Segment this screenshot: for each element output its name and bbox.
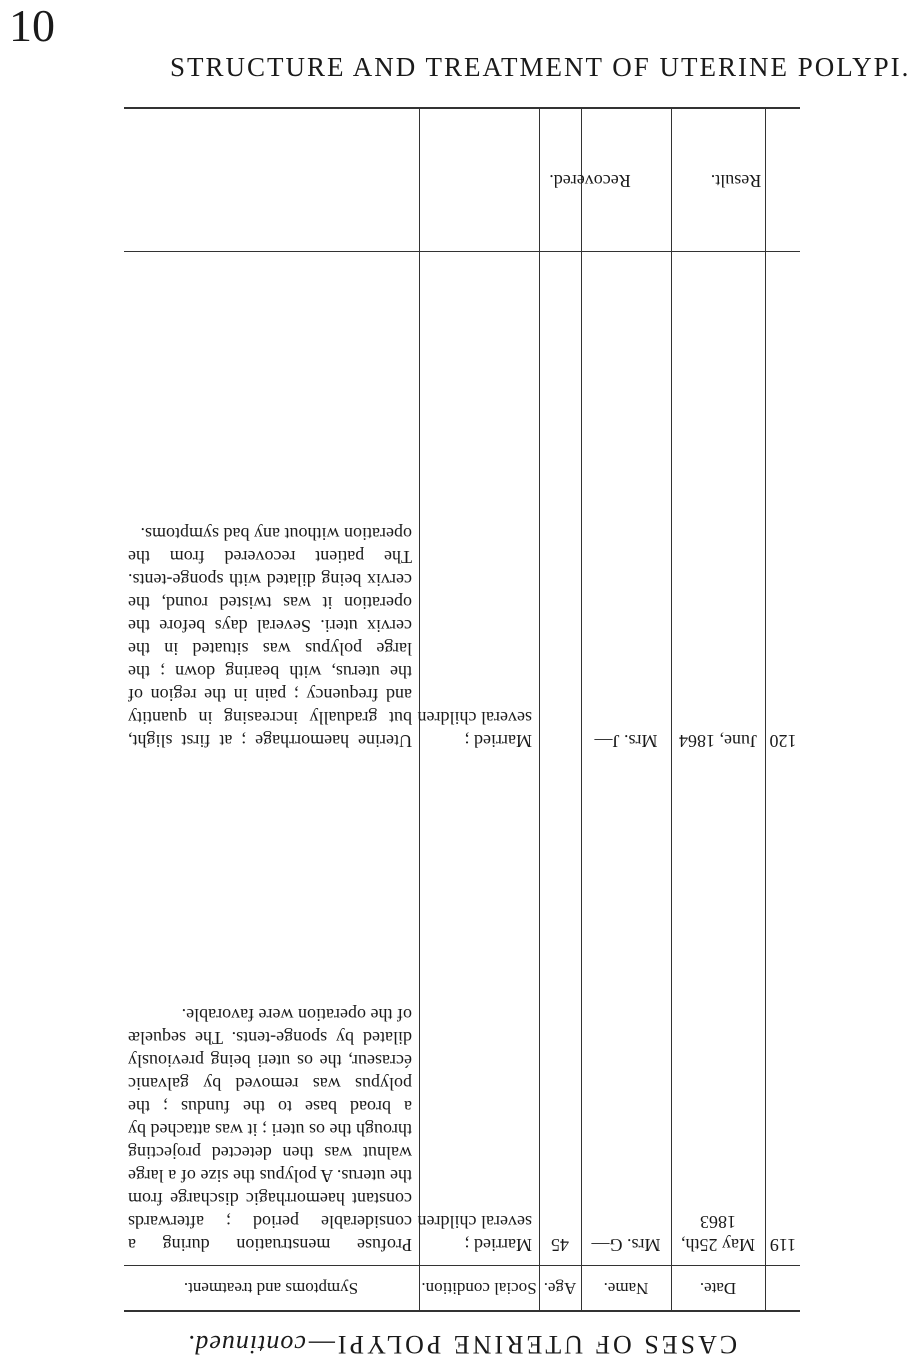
symptoms-text: Profuse menstruation during a considerable period ; afterwards constant haemorrhagic discharge from the uterus. A polypus the size of a large walnut was then detected projecting through the os uteri ; it was attached by a broad base to the fundus ; the polypus was removed by galvanic écraseur, the os uteri being previously dilated by sponge-tents. The sequelæ of the operation were favorable.	[128, 1005, 412, 1255]
table-bottom-rule	[124, 107, 800, 109]
result-rule	[124, 251, 800, 252]
patient-age: 45	[551, 1235, 569, 1255]
case-number: 119	[769, 1235, 797, 1255]
caption-italic: continued.	[186, 1330, 306, 1359]
col-rule	[539, 107, 540, 1312]
result-value: Recovered.	[549, 171, 631, 191]
patient-name: Mrs. J—	[594, 731, 658, 751]
col-rule	[671, 107, 672, 1312]
case-date: May 25th, 1863	[681, 1212, 755, 1255]
social-condition: Married ; several children	[417, 1212, 532, 1255]
header-date: Date.	[699, 1279, 737, 1298]
table-caption	[124, 1316, 800, 1372]
patient-name: Mrs. G—	[591, 1235, 661, 1255]
caption-main: CASES OF UTERINE POLYPI—	[305, 1330, 738, 1359]
table-top-rule	[124, 1310, 800, 1312]
result-label: Result.	[710, 171, 762, 191]
header-symptoms: Symptoms and treatment.	[183, 1279, 359, 1298]
case-number: 120	[769, 731, 797, 751]
header-name: Name.	[603, 1279, 649, 1298]
header-age: Age.	[543, 1279, 577, 1298]
running-head: STRUCTURE AND TREATMENT OF UTERINE POLYPI.	[170, 52, 910, 82]
rotated-table-block	[124, 107, 800, 1372]
col-rule	[581, 107, 582, 1312]
case-date: June, 1864	[679, 731, 757, 751]
cases-table	[124, 107, 800, 1312]
symptoms-text: Uterine haemorrhage ; at first slight, but gradually increasing in quantity and frequency ; pain in the region of the uterus, with bearing down ; the large polypus was situated in the cervix uteri. Several days before the operation it was twisted round, the cervix being dilated with sponge-tents. The patient recovered from the operation without any bad symptoms.	[128, 524, 412, 751]
page-number: 10	[9, 0, 55, 51]
social-condition: Married ; several children	[417, 708, 532, 751]
header-social-condition: Social condition.	[421, 1279, 537, 1298]
header-rule	[124, 1265, 800, 1266]
col-rule	[765, 107, 766, 1312]
